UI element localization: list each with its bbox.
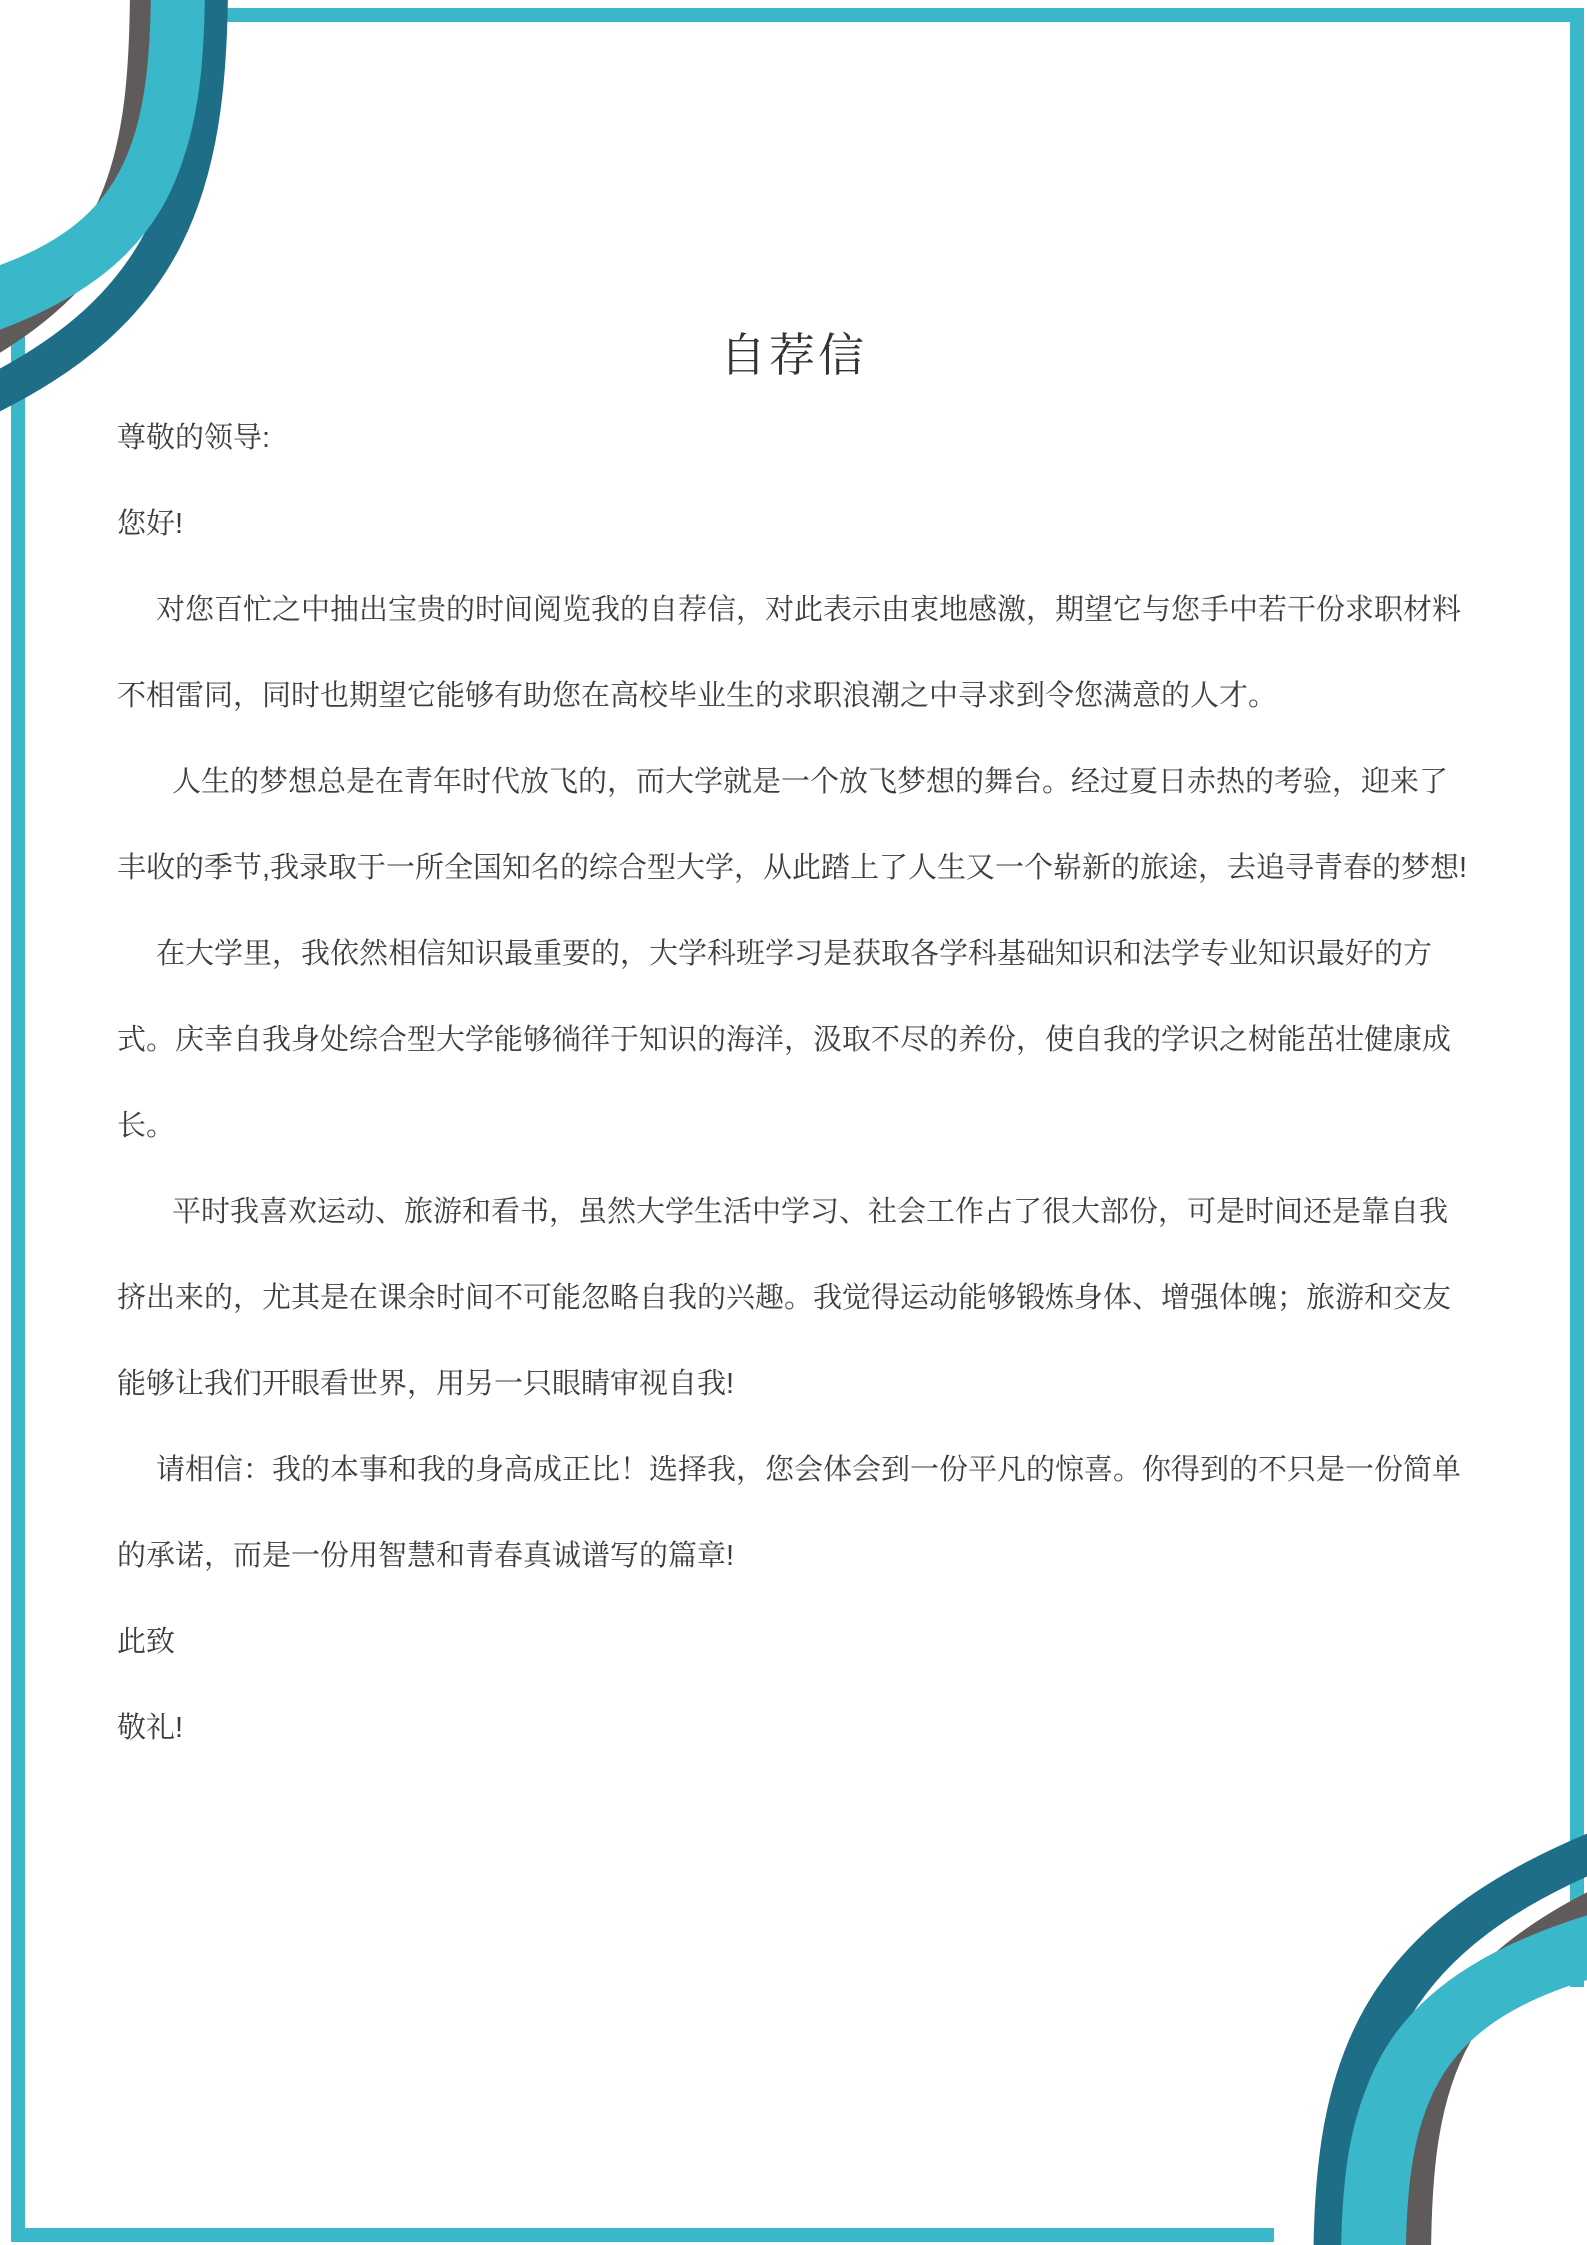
page-border-right — [1570, 8, 1584, 1987]
greeting-line: 您好! — [117, 508, 184, 540]
paragraph-5: 请相信：我的本事和我的身高成正比！选择我，您会体会到一份平凡的惊喜。你得到的不只是一份简单的承诺，而是一份用智慧和青春真诚谱写的篇章! — [117, 1454, 1462, 1572]
ribbon-teal-band-wide — [1371, 1930, 1587, 2215]
paragraph-3: 在大学里，我依然相信知识最重要的，大学科班学习是获取各学科基础知识和法学专业知识最好的方式。庆幸自我身处综合型大学能够徜徉于知识的海洋，汲取不尽的养份，使自我的学识之树能茁壮健康成长。 — [117, 938, 1452, 1142]
paragraph-2: 人生的梦想总是在青年时代放飞的，而大学就是一个放飞梦想的舞台。经过夏日赤热的考验，迎来了丰收的季节,我录取于一所全国知名的综合型大学，从此踏上了人生又一个崭新的旅途，去追寻青春的梦想! — [117, 766, 1468, 884]
ribbon-gray-band — [1411, 1900, 1587, 2245]
ribbon-teal-band — [1373, 1945, 1587, 2245]
paragraph-4: 平时我喜欢运动、旅游和看书，虽然大学生活中学习、社会工作占了很大部份，可是时间还是靠自我挤出来的，尤其是在课余时间不可能忽略自我的兴趣。我觉得运动能够锻炼身体、增强体魄；旅游和交友能够让我们开眼看世界，用另一只眼睛审视自我! — [117, 1196, 1452, 1400]
closing-line: 此致 — [117, 1626, 176, 1658]
paragraph-1: 对您百忙之中抽出宝贵的时间阅览我的自荐信，对此表示由衷地感激，期望它与您手中若干份求职材料不相雷同，同时也期望它能够有助您在高校毕业生的求职浪潮之中寻求到令您满意的人才。 — [117, 594, 1462, 712]
salutation-line: 尊敬的领导: — [117, 422, 271, 454]
page-border-left — [11, 315, 25, 2242]
page-title: 自荐信 — [720, 329, 867, 381]
salute-line: 敬礼! — [117, 1712, 184, 1744]
ribbon-dark-teal-band — [1336, 1845, 1587, 2245]
page-border-bottom — [11, 2228, 1274, 2242]
ribbon-swoosh-bottom-right-icon — [1287, 1815, 1587, 2245]
letter-content — [117, 0, 1470, 1771]
